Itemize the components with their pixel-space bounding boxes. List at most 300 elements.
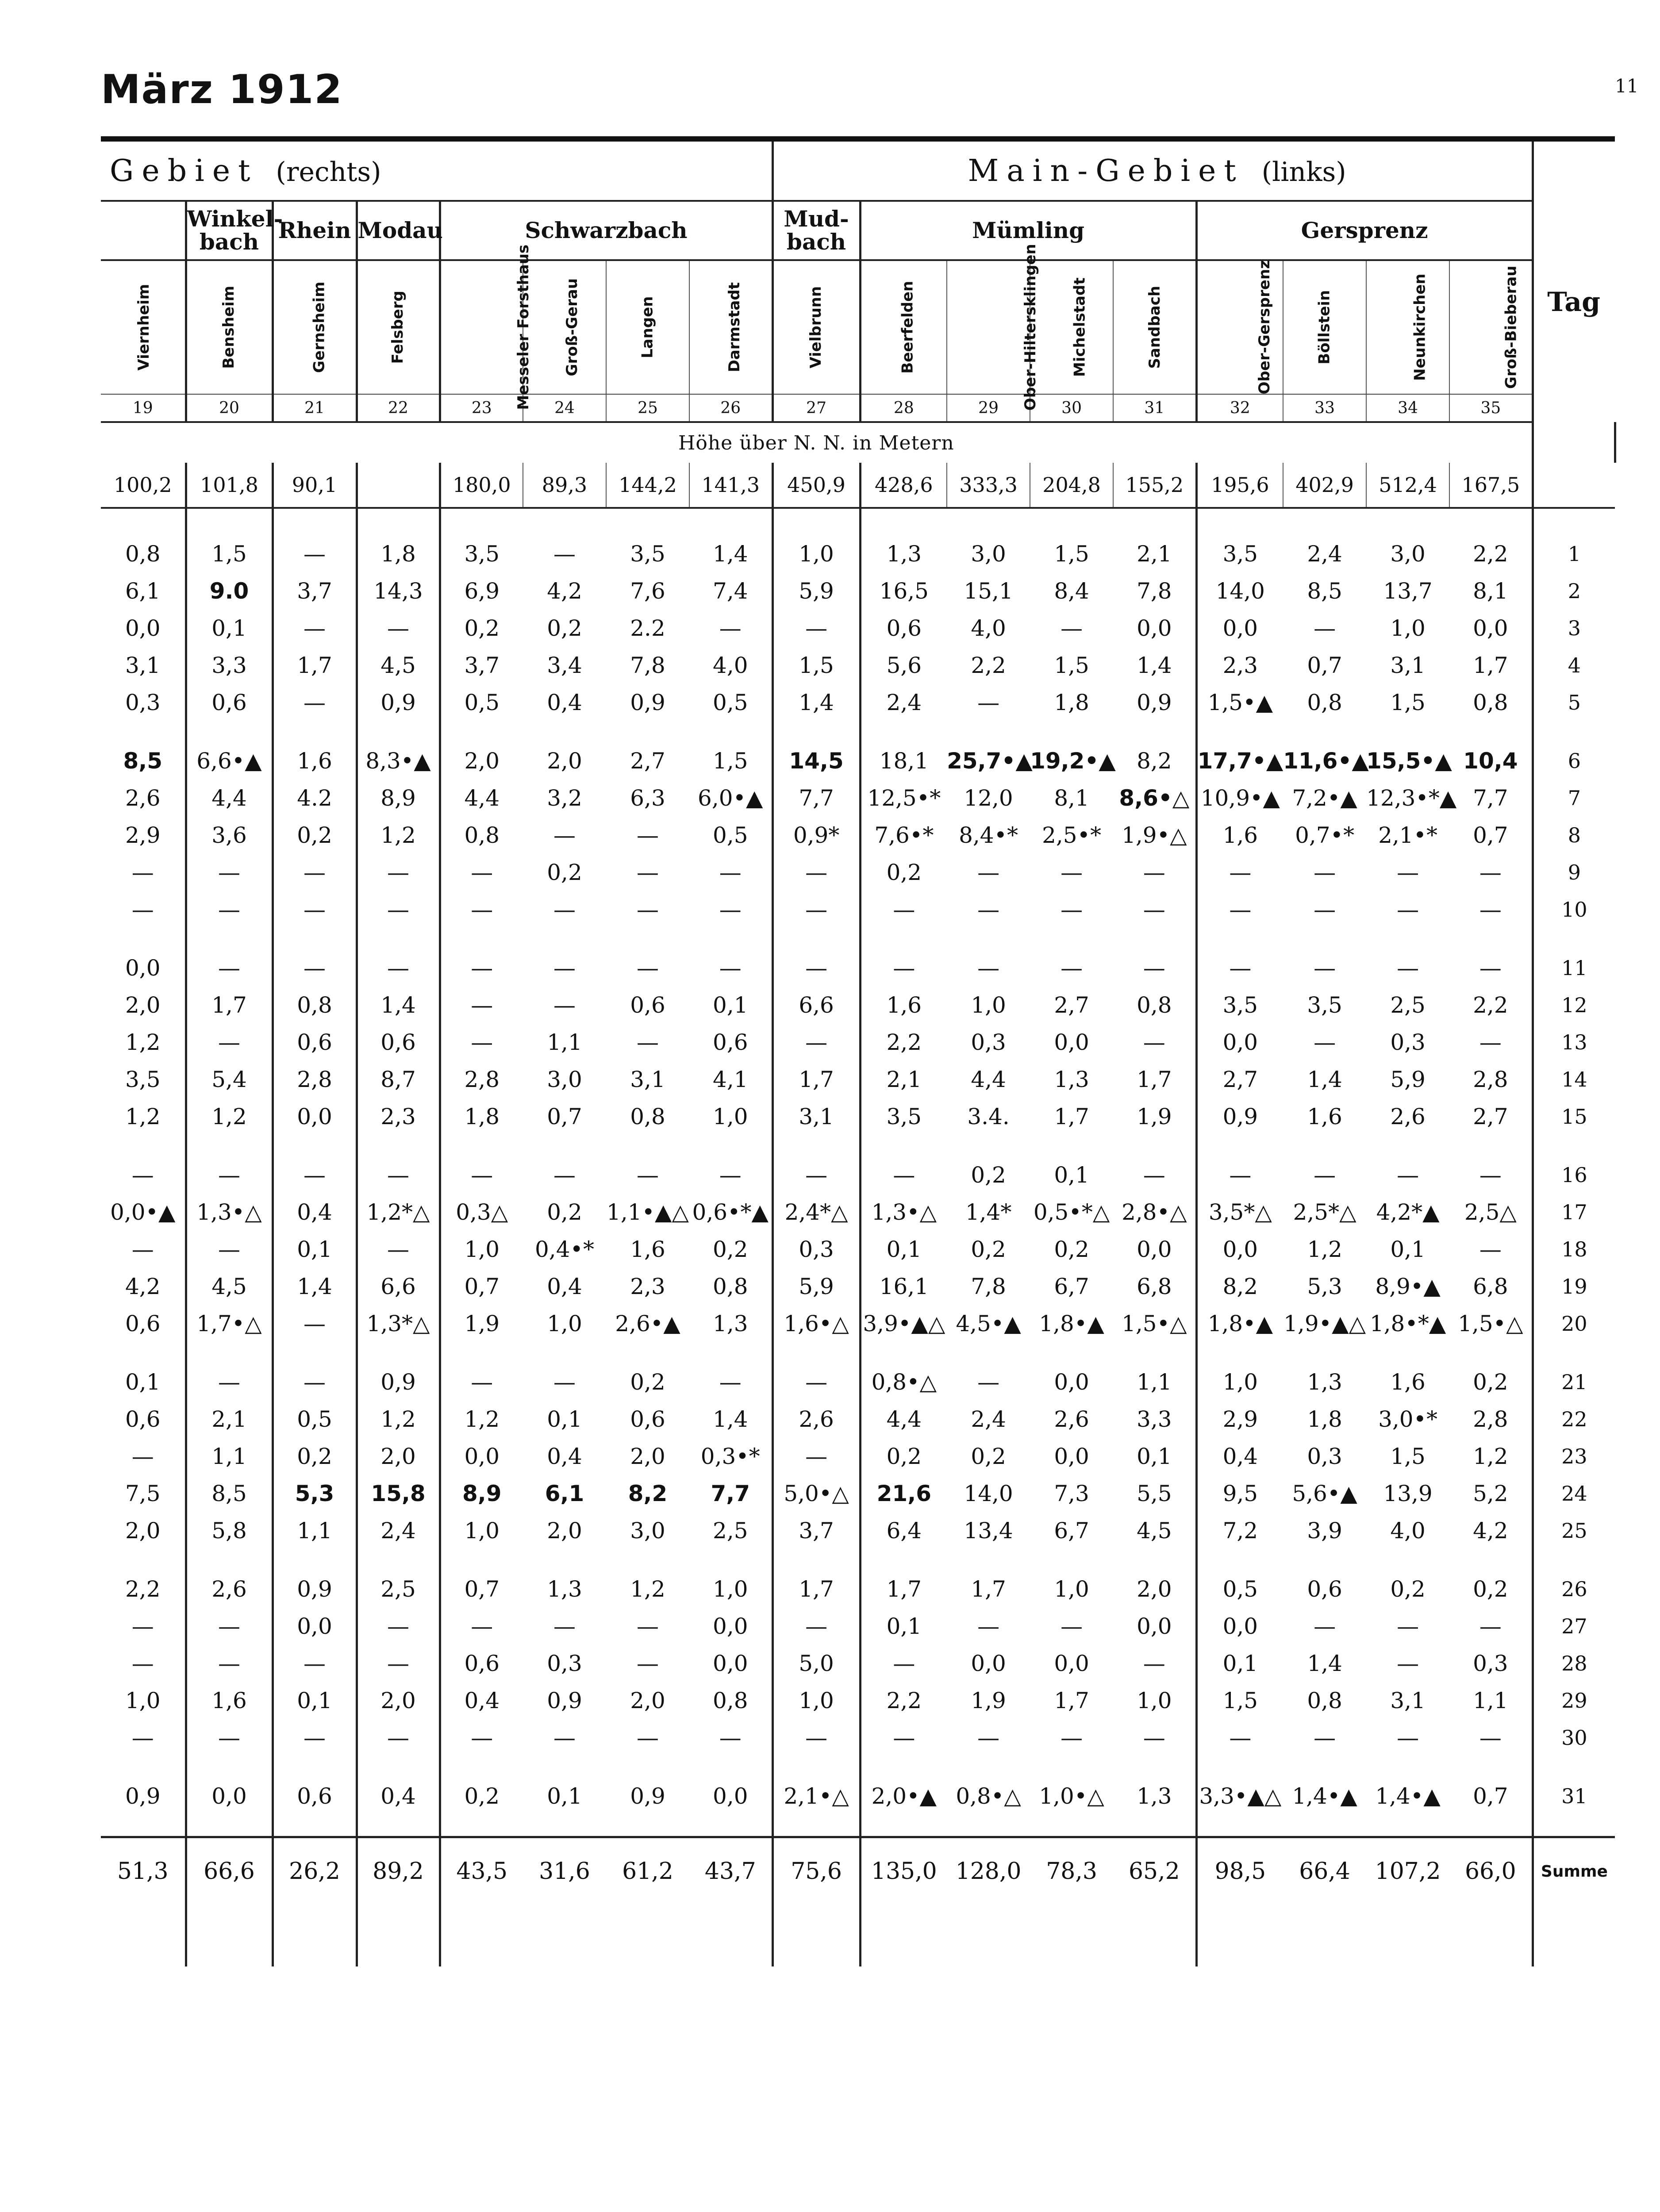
value-cell: 5,6 <box>886 653 922 678</box>
group-gap-row <box>101 1135 1646 1156</box>
value-cell: 1,8•*▲ <box>1369 1311 1446 1336</box>
value-cell: 0,2 <box>971 1162 1006 1188</box>
value-cell: 0,4•* <box>534 1237 594 1262</box>
value-cell: 2,8 <box>1449 1401 1533 1438</box>
value-cell: 8,2 <box>628 1481 668 1506</box>
spacer-cell <box>440 721 523 742</box>
day-number: 22 <box>1533 1401 1615 1438</box>
spacer-cell <box>772 1815 860 1837</box>
value-cell: 0,0 <box>1113 1231 1196 1268</box>
value-cell: 1,6 <box>1307 1104 1342 1129</box>
value-cell: 5,3 <box>273 1475 357 1512</box>
value-cell: 8,2 <box>1222 1274 1258 1299</box>
precipitation-table <box>101 136 1646 1966</box>
value-cell: — <box>1061 1725 1083 1751</box>
sum-cell: 51,3 <box>101 1837 186 1905</box>
value-cell: — <box>1113 1156 1196 1194</box>
value-cell: — <box>273 1156 357 1194</box>
value-cell: 2,3 <box>1222 653 1258 678</box>
station-height: 100,2 <box>101 463 186 508</box>
sum-label: Summe <box>1533 1837 1615 1905</box>
value-cell: 15,1 <box>964 578 1013 604</box>
value-cell: 0,3 <box>1449 1645 1533 1682</box>
spacer-cell <box>1449 1815 1533 1837</box>
value-cell: 7,6•* <box>874 822 934 848</box>
column-number: 27 <box>772 394 860 422</box>
table-row <box>101 610 1646 647</box>
value-cell: 2,2 <box>886 1688 922 1713</box>
value-cell: 0,4 <box>1222 1444 1258 1469</box>
value-cell: 0,8 <box>1307 1688 1342 1713</box>
spacer-cell <box>947 1756 1030 1778</box>
value-cell: 0,8•△ <box>871 1369 937 1395</box>
value-cell: 18,1 <box>879 748 929 774</box>
value-cell: 2,0 <box>357 1682 440 1719</box>
group-viernheim-blank <box>101 201 186 260</box>
value-cell: 7,8 <box>971 1274 1006 1299</box>
table-tail-row <box>101 1905 1646 1966</box>
value-cell: 1,0 <box>1222 1369 1258 1395</box>
value-cell: 0,3△ <box>456 1199 508 1225</box>
value-cell: — <box>186 949 273 987</box>
value-cell: 1,5•△ <box>1449 1305 1533 1342</box>
spacer-cell <box>1030 1135 1113 1156</box>
value-cell: 1,7 <box>1113 1061 1196 1098</box>
value-cell: 3,0 <box>630 1518 665 1544</box>
value-cell: 0,6 <box>886 615 922 641</box>
value-cell: — <box>772 610 860 647</box>
value-cell: — <box>186 1719 273 1756</box>
value-cell: 1,4 <box>273 1268 357 1305</box>
value-cell: 3,5 <box>1222 541 1258 567</box>
value-cell: 12,5•* <box>867 785 941 811</box>
value-cell: 0,0 <box>689 1608 772 1645</box>
day-number: 31 <box>1533 1778 1615 1815</box>
sum-cell: 107,2 <box>1366 1837 1449 1905</box>
value-cell: 1,4•▲ <box>1375 1783 1441 1809</box>
spacer-cell <box>1196 1549 1283 1571</box>
precipitation-table-wrapper <box>101 136 1646 1966</box>
station-name <box>1113 260 1196 394</box>
value-cell: — <box>772 1024 860 1061</box>
spacer-cell <box>947 928 1030 949</box>
value-cell: 1,4 <box>772 684 860 721</box>
value-cell: 0,5•*△ <box>1033 1199 1110 1225</box>
value-cell: 2,0 <box>547 748 582 774</box>
station-height <box>357 463 440 508</box>
value-cell: 1,3 <box>1113 1778 1196 1815</box>
table-row <box>101 1778 1646 1815</box>
value-cell: 3,1 <box>101 647 186 684</box>
value-cell: 0,5 <box>464 690 500 715</box>
value-cell: — <box>1397 1651 1419 1676</box>
value-cell: — <box>471 992 493 1018</box>
value-cell: 4,2 <box>547 578 582 604</box>
value-cell: 6,7 <box>1054 1274 1089 1299</box>
spacer-cell <box>186 928 273 949</box>
column-number: 22 <box>357 394 440 422</box>
value-cell: 1,4 <box>1307 1067 1342 1092</box>
sum-cell: 78,3 <box>1030 1837 1113 1905</box>
value-cell: 0,6 <box>689 1024 772 1061</box>
station-name-text: Sandbach <box>1146 286 1164 369</box>
spacer-cell <box>1283 1756 1366 1778</box>
value-cell: 1,3*△ <box>357 1305 440 1342</box>
value-cell: — <box>637 1162 659 1188</box>
station-name <box>1196 260 1283 394</box>
group-schwarzbach: Schwarzbach <box>440 201 772 260</box>
station-name-text: Ober-Hiltersklingen <box>1021 244 1039 411</box>
spacer-cell <box>606 928 689 949</box>
spacer-cell <box>523 721 606 742</box>
day-number: 12 <box>1533 987 1615 1024</box>
value-cell: 10,4 <box>1449 742 1533 780</box>
spacer-cell <box>101 1549 186 1571</box>
station-name-text: Michelstadt <box>1071 277 1089 377</box>
value-cell: — <box>772 949 860 987</box>
spacer-cell <box>1283 1342 1366 1363</box>
spacer-cell <box>1533 1135 1615 1156</box>
value-cell: 1,5 <box>1054 653 1089 678</box>
value-cell: 10,9•▲ <box>1200 785 1280 811</box>
hoehe-label: Höhe über N. N. in Metern <box>678 431 954 454</box>
spacer-cell <box>1449 1135 1533 1156</box>
value-cell: 5,5 <box>1113 1475 1196 1512</box>
value-cell: 1,0 <box>772 1682 860 1719</box>
spacer-cell <box>947 1815 1030 1837</box>
value-cell: — <box>1314 897 1336 922</box>
table-row <box>101 1512 1646 1549</box>
value-cell: — <box>637 1613 659 1639</box>
value-cell: — <box>1449 854 1533 891</box>
spacer-cell <box>440 508 523 535</box>
value-cell: 0,6•*▲ <box>689 1194 772 1231</box>
value-cell: 1,0 <box>1054 1576 1089 1602</box>
value-cell: 2,7 <box>1222 1067 1258 1092</box>
spacer-cell <box>523 1342 606 1363</box>
value-cell: 3,7 <box>273 572 357 610</box>
value-cell: — <box>637 897 659 922</box>
region-right-sub: (links) <box>1261 156 1346 188</box>
value-cell: 2,5 <box>689 1512 772 1549</box>
table-row <box>101 987 1646 1024</box>
column-number: 33 <box>1283 394 1366 422</box>
value-cell: 0,0 <box>1449 610 1533 647</box>
value-cell: 2,0 <box>1113 1571 1196 1608</box>
spacer-cell <box>357 1905 440 1966</box>
value-cell: 8,9 <box>462 1481 502 1506</box>
value-cell: 6,8 <box>1113 1268 1196 1305</box>
value-cell: 0,1 <box>886 1613 922 1639</box>
value-cell: — <box>357 891 440 928</box>
value-cell: 2,7 <box>1054 992 1089 1018</box>
value-cell: 0,2 <box>547 860 582 885</box>
station-name <box>1283 260 1366 394</box>
value-cell: — <box>186 891 273 928</box>
value-cell: 3,1 <box>1390 1688 1426 1713</box>
value-cell: 2,0 <box>101 987 186 1024</box>
value-cell: 0,6 <box>357 1024 440 1061</box>
value-cell: — <box>637 955 659 981</box>
value-cell: 1,3•△ <box>186 1194 273 1231</box>
value-cell: 2,5 <box>1390 992 1426 1018</box>
spacer-cell <box>523 1815 606 1837</box>
station-height: 101,8 <box>186 463 273 508</box>
day-number: 25 <box>1533 1512 1615 1549</box>
group-winkelbach: Winkel- bach <box>186 201 273 260</box>
spacer-cell <box>1113 1549 1196 1571</box>
value-cell: — <box>553 1369 576 1395</box>
spacer-cell <box>1283 1135 1366 1156</box>
spacer-cell <box>440 1135 523 1156</box>
day-number: 14 <box>1533 1061 1615 1098</box>
value-cell: 0,4 <box>464 1688 500 1713</box>
value-cell: 1,4•▲ <box>1292 1783 1357 1809</box>
value-cell: 2,0 <box>464 748 500 774</box>
day-number: 29 <box>1533 1682 1615 1719</box>
value-cell: 8,7 <box>357 1061 440 1098</box>
value-cell: 4,0 <box>1390 1518 1426 1544</box>
value-cell: 4,0 <box>971 615 1006 641</box>
value-cell: — <box>977 955 1000 981</box>
value-cell: 7,4 <box>689 572 772 610</box>
value-cell: — <box>772 1363 860 1401</box>
spacer-cell <box>101 1756 186 1778</box>
region-right-title: Main-Gebiet <box>968 153 1244 188</box>
station-name-text: Böllstein <box>1315 290 1333 365</box>
spacer-cell <box>947 1905 1030 1966</box>
column-number: 28 <box>860 394 947 422</box>
value-cell: 2,0 <box>547 1518 582 1544</box>
spacer-cell <box>1196 1815 1283 1837</box>
value-cell: — <box>471 1029 493 1055</box>
spacer-cell <box>860 1135 947 1156</box>
group-modau: Modau <box>357 201 440 260</box>
value-cell: 0,2 <box>464 1783 500 1809</box>
value-cell: 0,0 <box>273 1098 357 1135</box>
spacer-cell <box>689 1342 772 1363</box>
value-cell: 0,7•* <box>1295 822 1355 848</box>
spacer-cell <box>357 1756 440 1778</box>
spacer-cell <box>1366 1756 1449 1778</box>
value-cell: 25,7•▲ <box>947 748 1033 774</box>
spacer-cell <box>1533 1815 1615 1837</box>
column-number: 26 <box>689 394 772 422</box>
value-cell: — <box>273 610 357 647</box>
value-cell: 0,3 <box>1307 1444 1342 1469</box>
value-cell: 1,8 <box>1307 1406 1342 1432</box>
value-cell: 3,0 <box>971 541 1006 567</box>
value-cell: 1,3 <box>547 1576 582 1602</box>
station-name-text: Viernheim <box>135 284 153 371</box>
value-cell: 0,2 <box>886 1444 922 1469</box>
spacer-cell <box>860 1756 947 1778</box>
value-cell: — <box>689 1363 772 1401</box>
value-cell: 0,2 <box>971 1237 1006 1262</box>
spacer-cell <box>1196 928 1283 949</box>
value-cell: 0,3 <box>547 1651 582 1676</box>
value-cell: — <box>1113 1719 1196 1756</box>
value-cell: 0,1 <box>273 1231 357 1268</box>
value-cell: 1,8 <box>1054 690 1089 715</box>
table-row <box>101 1098 1646 1135</box>
value-cell: 5,0•△ <box>772 1475 860 1512</box>
value-cell: 0,2 <box>1054 1237 1089 1262</box>
value-cell: 1,4 <box>689 535 772 572</box>
value-cell: 0,2 <box>547 1199 582 1225</box>
value-cell: 7,3 <box>1054 1481 1089 1506</box>
value-cell: — <box>357 1231 440 1268</box>
value-cell: 2,0 <box>630 1688 665 1713</box>
value-cell: 1,4 <box>689 1401 772 1438</box>
table-row <box>101 1438 1646 1475</box>
value-cell: 4,5 <box>186 1268 273 1305</box>
value-cell: 0,0 <box>273 1608 357 1645</box>
value-cell: 1,8•▲ <box>1039 1311 1104 1336</box>
value-cell: 0,0•▲ <box>101 1194 186 1231</box>
station-height: 167,5 <box>1449 463 1533 508</box>
spacer-cell <box>1196 508 1283 535</box>
value-cell: — <box>689 891 772 928</box>
sum-cell: 61,2 <box>606 1837 689 1905</box>
spacer-cell <box>273 1905 357 1966</box>
value-cell: 2,1 <box>1113 535 1196 572</box>
spacer-cell <box>186 508 273 535</box>
value-cell: 0,2 <box>971 1444 1006 1469</box>
spacer-cell <box>1030 721 1113 742</box>
day-number: 3 <box>1533 610 1615 647</box>
value-cell: 1,1 <box>186 1438 273 1475</box>
group-gap-row <box>101 1756 1646 1778</box>
value-cell: — <box>893 1725 915 1751</box>
spacer-cell <box>1030 1815 1113 1837</box>
day-number: 17 <box>1533 1194 1615 1231</box>
value-cell: 8,5 <box>1307 578 1342 604</box>
value-cell: 0,6 <box>186 684 273 721</box>
spacer-cell <box>1366 1549 1449 1571</box>
day-number: 1 <box>1533 535 1615 572</box>
day-number: 30 <box>1533 1719 1615 1756</box>
sum-cell: 66,4 <box>1283 1837 1366 1905</box>
spacer-cell <box>1366 928 1449 949</box>
station-name-text: Bensheim <box>220 286 238 369</box>
value-cell: 1,4* <box>965 1199 1012 1225</box>
value-cell: 0,0 <box>101 949 186 987</box>
value-cell: 0,9 <box>357 1363 440 1401</box>
value-cell: 3,0 <box>1390 541 1426 567</box>
value-cell: 1,8 <box>357 535 440 572</box>
spacer-cell <box>1449 1756 1533 1778</box>
value-cell: — <box>1449 949 1533 987</box>
spacer-cell <box>1196 1135 1283 1156</box>
value-cell: 0,1 <box>547 1783 582 1809</box>
value-cell: 1,0 <box>971 992 1006 1018</box>
value-cell: 8,2 <box>1113 742 1196 780</box>
day-number: 28 <box>1533 1645 1615 1682</box>
spacer-cell <box>357 508 440 535</box>
value-cell: — <box>471 1162 493 1188</box>
value-cell: — <box>273 684 357 721</box>
value-cell: — <box>471 897 493 922</box>
group-gersprenz: Gersprenz <box>1196 201 1533 260</box>
value-cell: 0,2 <box>1449 1363 1533 1401</box>
spacer-cell <box>186 1549 273 1571</box>
group-muemling: Mümling <box>860 201 1196 260</box>
value-cell: — <box>1061 955 1083 981</box>
spacer-cell <box>1030 1756 1113 1778</box>
value-cell: 8,1 <box>1449 572 1533 610</box>
value-cell: 0,2 <box>1390 1576 1426 1602</box>
spacer-cell <box>186 1756 273 1778</box>
value-cell: 0,3•* <box>689 1438 772 1475</box>
value-cell: 0,2 <box>273 1438 357 1475</box>
table-row <box>101 1608 1646 1645</box>
value-cell: — <box>1113 1645 1196 1682</box>
value-cell: 1,7 <box>1449 647 1533 684</box>
value-cell: 3,4 <box>547 653 582 678</box>
spacer-cell <box>689 508 772 535</box>
station-name-text: Beerfelden <box>898 281 916 374</box>
value-cell: 2,1 <box>886 1067 922 1092</box>
value-cell: 1,6 <box>186 1682 273 1719</box>
value-cell: 0,6 <box>101 1401 186 1438</box>
spacer-cell <box>101 508 186 535</box>
value-cell: — <box>1314 615 1336 641</box>
spacer-cell <box>860 508 947 535</box>
value-cell: 2,2 <box>971 653 1006 678</box>
value-cell: 0,6 <box>464 1651 500 1676</box>
value-cell: 0,4 <box>357 1778 440 1815</box>
value-cell: — <box>357 1719 440 1756</box>
value-cell: 0,6 <box>101 1305 186 1342</box>
value-cell: 0,8•△ <box>956 1783 1021 1809</box>
value-cell: — <box>1397 955 1419 981</box>
day-number: 5 <box>1533 684 1615 721</box>
value-cell: — <box>637 822 659 848</box>
value-cell: — <box>553 541 576 567</box>
value-cell: — <box>553 1725 576 1751</box>
spacer-cell <box>1030 1905 1113 1966</box>
value-cell: 1,0 <box>464 1237 500 1262</box>
table-row <box>101 1682 1646 1719</box>
value-cell: 0,1 <box>186 610 273 647</box>
spacer-cell <box>523 1756 606 1778</box>
value-cell: 6,0•▲ <box>689 780 772 817</box>
spacer-cell <box>1113 928 1196 949</box>
value-cell: — <box>1229 860 1252 885</box>
value-cell: 2,2 <box>1449 535 1533 572</box>
value-cell: — <box>186 1608 273 1645</box>
value-cell: — <box>1449 1024 1533 1061</box>
sum-cell: 31,6 <box>523 1837 606 1905</box>
value-cell: 12,3•*▲ <box>1366 785 1457 811</box>
value-cell: 1,6 <box>1390 1369 1426 1395</box>
day-number: 10 <box>1533 891 1615 928</box>
day-number: 11 <box>1533 949 1615 987</box>
spacer-cell <box>1196 1756 1283 1778</box>
value-cell: 7,2•▲ <box>1292 785 1357 811</box>
value-cell: 2,8 <box>273 1061 357 1098</box>
day-number: 2 <box>1533 572 1615 610</box>
value-cell: — <box>357 949 440 987</box>
value-cell: 4,2*▲ <box>1376 1199 1440 1225</box>
table-row <box>101 780 1646 817</box>
spacer-cell <box>860 1342 947 1363</box>
value-cell: 0,0 <box>1222 615 1258 641</box>
value-cell: — <box>471 955 493 981</box>
value-cell: 8,6•△ <box>1113 780 1196 817</box>
value-cell: — <box>1449 891 1533 928</box>
